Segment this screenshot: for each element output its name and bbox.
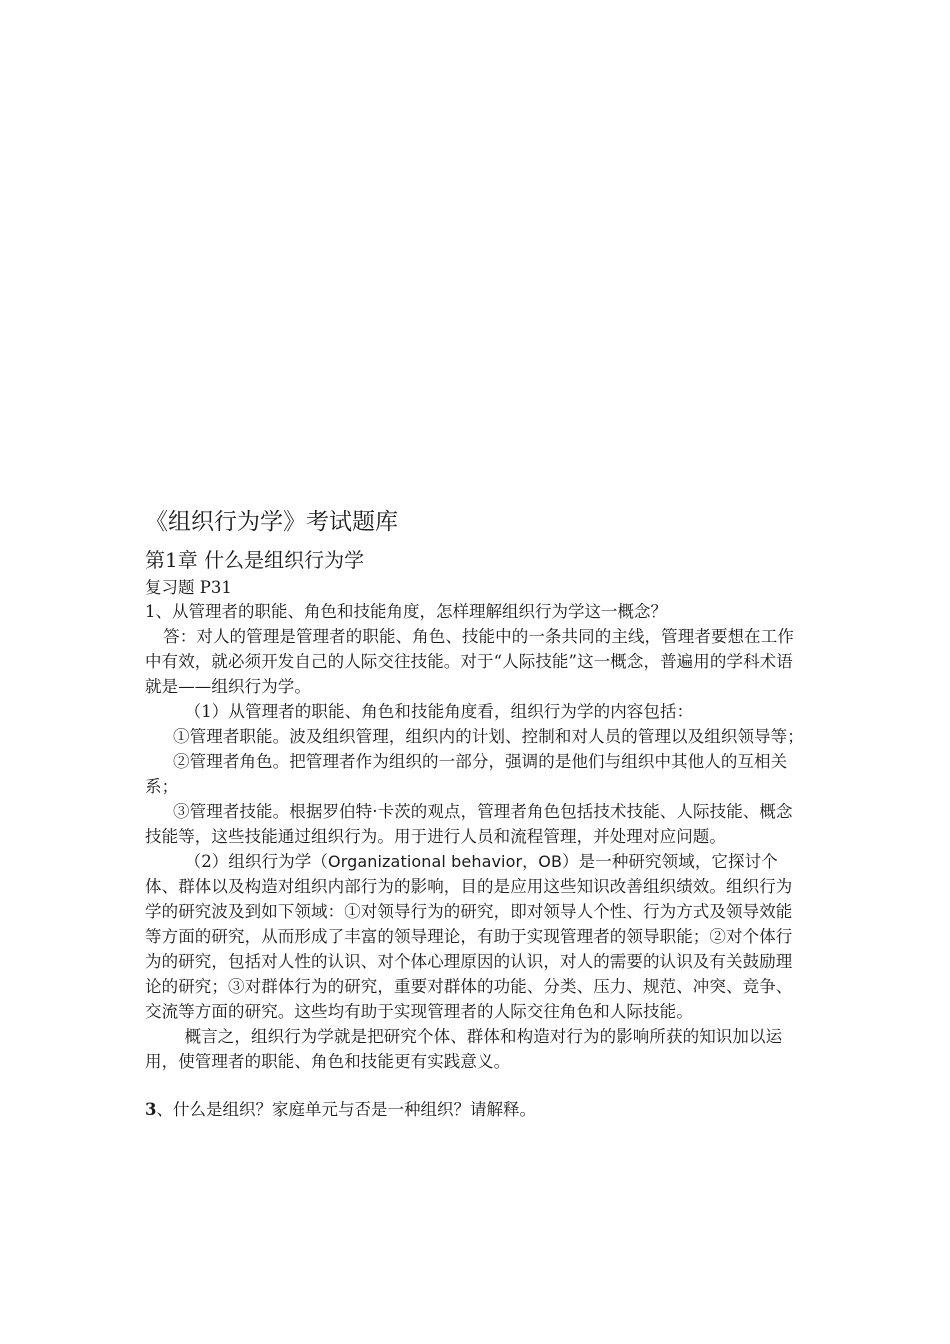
item-manager-functions: ①管理者职能。波及组织管理，组织内的计划、控制和对人员的管理以及组织领导等； [173,727,804,746]
summary-paragraph: 概言之，组织行为学就是把研究个体、群体和构造对行为的影响所获的知识加以运用，使管理者的职能、角色和技能更有实践意义。 [145,1027,783,1071]
part-2-prefix: （2）组织行为学（ [184,852,328,871]
question-3-text: 、什么是组织？家庭单元与否是一种组织？请解释。 [156,1100,536,1119]
part-1-heading: （1）从管理者的职能、角色和技能角度看，组织行为学的内容包括： [184,702,694,721]
question-1: 1、从管理者的职能、角色和技能角度，怎样理解组织行为学这一概念？ [145,602,667,621]
paragraph-spacer [145,1074,805,1098]
document-title: 《组织行为学》考试题库 [145,509,398,535]
item-manager-roles: ②管理者角色。把管理者作为组织的一部分，强调的是他们与组织中其他人的互相关系； [145,752,788,796]
part-2-rest: ）是一种研究领域，它探讨个体、群体以及构造对组织内部行为的影响，目的是应用这些知识改善组织绩效。组织行为学的研究波及到如下领域：①对领导行为的研究，即对领导人个性、行为方式及领导效能等方面的研究，从而形成了丰富的领导理论，有助于实现管理者的领导职能；②对个体行为的研究，包括对人性的认识、对个体心理原因的认识，对人的需要的认识及有关鼓励理论的研究；③对群体行为的研究，重要对群体的功能、分类、压力、规范、冲突、竞争、交流等方面的研究。这些均有助于实现管理者的人际交往角色和人际技能。 [145,852,793,1021]
part-2-paragraph [145,849,805,1024]
part-2-english-term: Organizational behavior，OB [328,852,563,871]
question-3-number: 3 [145,1100,157,1119]
question-3 [145,1098,805,1122]
review-heading: 复习题 P31 [145,578,232,597]
document-body [145,504,805,1122]
answer-intro: 答：对人的管理是管理者的职能、角色、技能中的一条共同的主线，管理者要想在工作中有效，就必须开发自己的人际交往技能。对于“人际技能”这一概念，普遍用的学科术语就是——组织行为学。 [145,627,794,696]
item-manager-skills: ③管理者技能。根据罗伯特·卡茨的观点，管理者角色包括技术技能、人际技能、概念技能等，这些技能通过组织行为。用于进行人员和流程管理，并处理对应问题。 [145,802,793,846]
chapter-title: 第1章 什么是组织行为学 [145,548,365,572]
